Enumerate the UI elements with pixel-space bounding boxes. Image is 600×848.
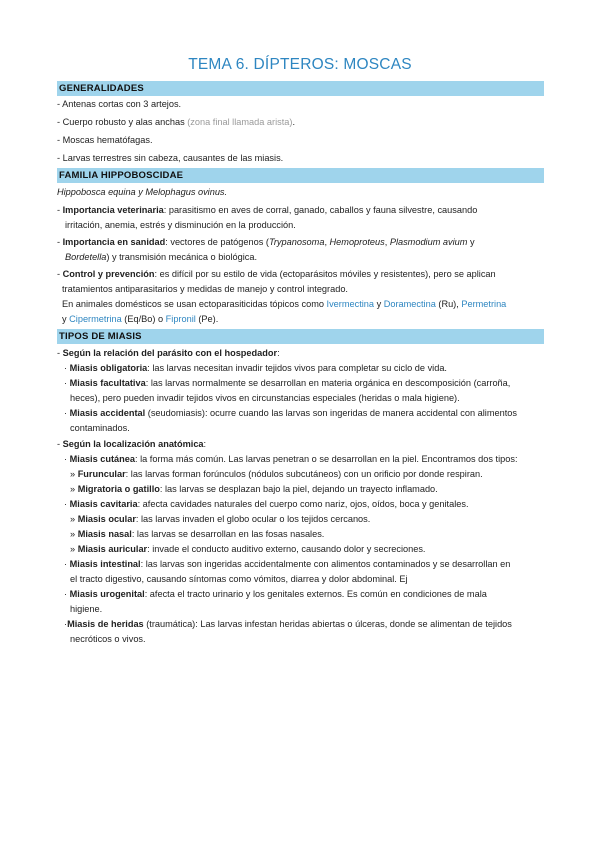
item-text: : la forma más común. Las larvas penetran o se desarrollan en la piel. Encontramos dos tipos: [135,454,518,464]
bullet: - [57,269,63,279]
bullet: · [64,619,68,629]
species-code: (Ru), [435,299,462,309]
section-heading-hippoboscidae: FAMILIA HIPPOBOSCIDAE [57,168,544,183]
list-item [57,346,544,362]
list-item: - Larvas terrestres sin cabeza, causantes de las miasis. [57,153,284,163]
list-item [57,267,544,283]
sub-item [64,587,551,603]
conjunction: y [62,314,70,324]
list-item: - Antenas cortas con 3 artejos. [57,99,182,109]
conjunction: y [374,299,384,309]
sub-item [64,617,551,633]
item-label: Según la localización anatómica [62,439,204,449]
item-text: : [277,348,280,358]
sub-item [64,452,551,468]
sub-item-continuation: necróticos o vivos. [70,634,146,644]
separator: , [384,237,390,247]
sub-sub-item [70,482,557,498]
sub-sub-item [70,512,557,528]
item-label: Miasis nasal [77,529,132,539]
species-line: Hippobosca equina y Melophagus ovinus. [57,187,228,197]
sub-item [64,406,551,422]
item-text: : afecta cavidades naturales del cuerpo como nariz, ojos, oídos, boca y genitales. [137,499,469,509]
sub-item-continuation: contaminados. [70,423,130,433]
drug-permetrina: Permetrina [461,299,507,309]
note-text: (zona final llamada arista) [187,117,293,127]
bullet: » [70,529,76,539]
list-item-continuation [62,312,549,328]
list-item [57,203,544,219]
item-label: Control y prevención [62,269,155,279]
item-label: Importancia veterinaria [62,205,164,215]
bullet: · [64,378,68,388]
section-heading-generalidades: GENERALIDADES [57,81,544,96]
item-text: : invade el conducto auditivo externo, causando dolor y secreciones. [147,544,426,554]
bullet: - [57,439,63,449]
sub-sub-item [70,467,557,483]
list-item-continuation [62,297,549,313]
sub-sub-item [70,542,557,558]
item-text: : [203,439,207,449]
bullet: · [64,363,68,373]
sub-item-continuation: heces), pero pueden invadir tejidos vivos en circunstancias especiales (heridas o mala higiene). [70,393,460,403]
drug-fipronil: Fipronil [165,314,196,324]
item-label: Miasis accidental [69,408,146,418]
bullet: » [70,469,76,479]
pathogen: Hemoproteus [329,237,385,247]
item-label: Miasis obligatoria [69,363,148,373]
drug-doramectina: Doramectina [383,299,436,309]
item-text: : parasitismo en aves de corral, ganado, caballos y fauna silvestre, causando [163,205,478,215]
item-label: Miasis ocular [77,514,136,524]
item-text: : las larvas son ingeridas accidentalmente con alimentos contaminados y se desarrollan en [140,559,511,569]
bullet: - [57,237,63,247]
item-label: Miasis cutánea [69,454,135,464]
punctuation: . [292,117,295,127]
item-label: Furuncular [77,469,126,479]
bullet: - [57,348,63,358]
sub-sub-item [70,527,557,543]
bullet: · [64,454,68,464]
bullet: · [64,559,68,569]
sub-item-continuation: higiene. [70,604,103,614]
item-text: ) y transmisión mecánica o biológica. [106,252,258,262]
item-text: : las larvas forman forúnculos (nódulos subcutáneos) con un orificio por donde respiran. [125,469,483,479]
bullet: · [64,499,68,509]
bullet: » [70,544,76,554]
item-label: Miasis cavitaria [69,499,138,509]
pathogen: Bordetella [65,252,107,262]
item-text: : las larvas necesitan invadir tejidos vivos para completar su ciclo de vida. [147,363,447,373]
page-title: TEMA 6. DÍPTEROS: MOSCAS [188,56,412,73]
list-item-text: - Cuerpo robusto y alas anchas [57,117,188,127]
bullet: · [64,589,68,599]
list-item [57,437,544,453]
list-item-continuation: irritación, anemia, estrés y disminución en la producción. [65,220,296,230]
drug-cipermetrina: Cipermetrina [69,314,122,324]
species-code: (Pe). [195,314,219,324]
sub-item [64,361,551,377]
species-code: (Eq/Bo) o [121,314,166,324]
item-label: Miasis intestinal [69,559,141,569]
list-item-continuation [65,250,552,266]
item-label: Miasis facultativa [69,378,146,388]
conjunction: y [467,237,475,247]
item-text: : vectores de patógenos ( [165,237,269,247]
item-label: Importancia en sanidad [62,237,166,247]
item-text: (traumática): Las larvas infestan heridas abiertas o úlceras, donde se alimentan de tejidos [143,619,512,629]
item-label: Miasis urogenital [69,589,145,599]
sub-item [64,497,551,513]
sub-item-continuation: el tracto digestivo, causando síntomas como vómitos, diarrea y dolor abdominal. Ej [70,574,408,584]
bullet: » [70,484,76,494]
item-label: Migratoria o gatillo [77,484,160,494]
bullet: - [57,205,63,215]
separator: , [324,237,330,247]
item-label: Miasis de heridas [67,619,144,629]
list-item-continuation: tratamientos antiparasitarios y medidas de manejo y control integrado. [62,284,348,294]
pathogen: Trypanosoma [268,237,325,247]
drug-ivermectina: Ivermectina [326,299,375,309]
sub-item [64,376,551,392]
item-text: : las larvas se desplazan bajo la piel, dejando un trayecto inflamado. [159,484,438,494]
item-text: (seudomiasis): ocurre cuando las larvas son ingeridas de manera accidental con alimentos [145,408,517,418]
item-text: : las larvas normalmente se desarrollan en materia orgánica en descomposición (carroña, [145,378,511,388]
item-text: : las larvas invaden el globo ocular o los tejidos cercanos. [135,514,371,524]
pathogen: Plasmodium avium [389,237,468,247]
item-label: Según la relación del parásito con el hospedador [62,348,278,358]
list-item [57,115,544,131]
sub-item [64,557,551,573]
section-heading-miasis: TIPOS DE MIASIS [57,329,544,344]
item-text: En animales domésticos se usan ectoparasiticidas tópicos como [62,299,327,309]
item-text: : las larvas se desarrollan en las fosas nasales. [131,529,325,539]
item-text: : afecta el tracto urinario y los genitales externos. Es común en condiciones de mala [144,589,487,599]
list-item: - Moscas hematófagas. [57,135,153,145]
bullet: · [64,408,68,418]
list-item [57,235,544,251]
item-text: : es difícil por su estilo de vida (ectoparásitos móviles y resistentes), pero se aplican [154,269,496,279]
item-label: Miasis auricular [77,544,148,554]
bullet: » [70,514,76,524]
